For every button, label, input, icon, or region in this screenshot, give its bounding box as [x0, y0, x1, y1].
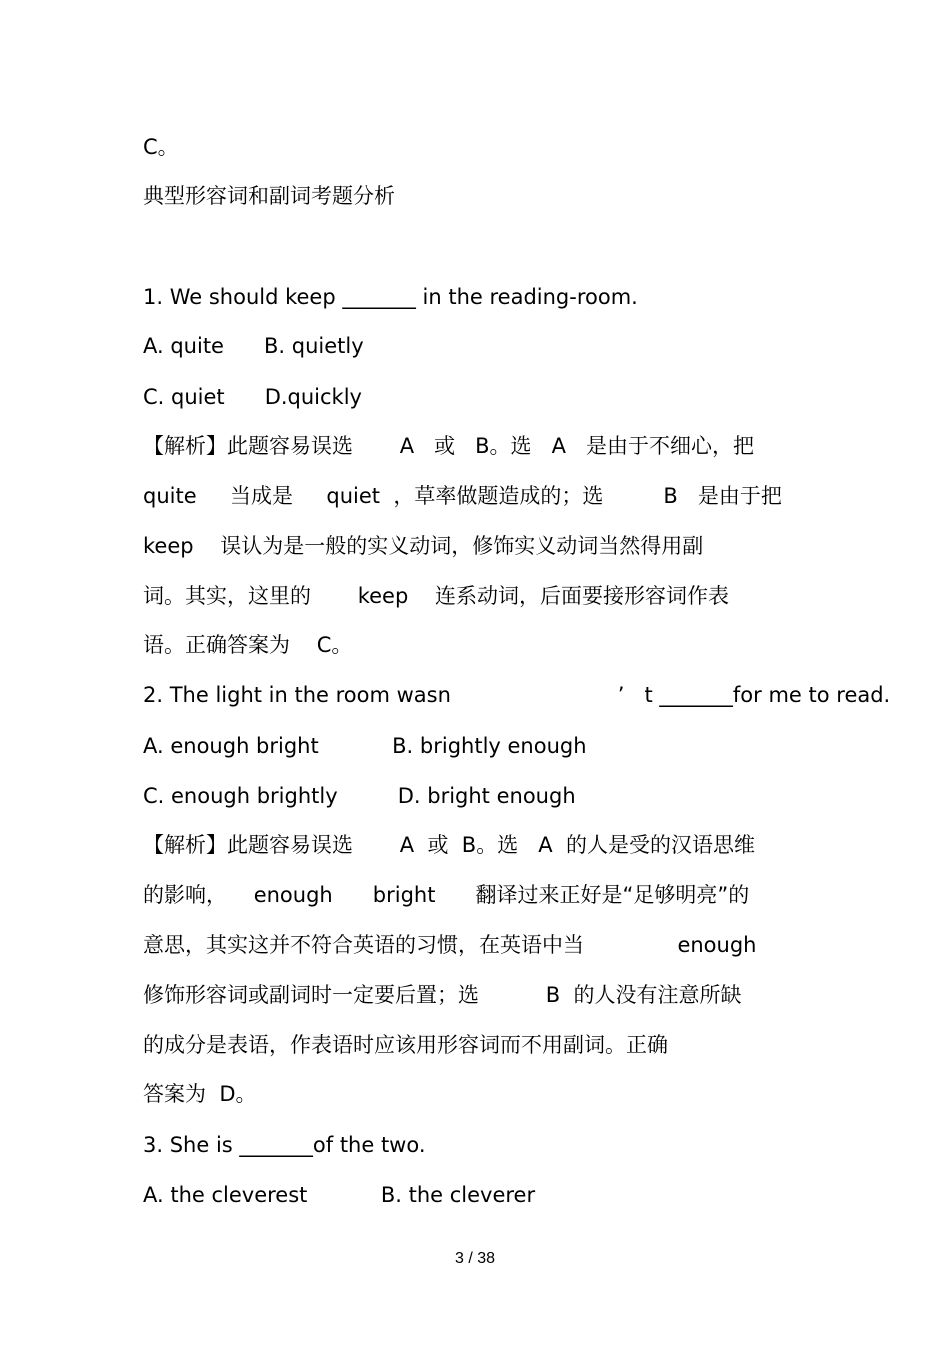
- q2-analysis-line-1: 【解析】此题容易误选 A 或 B。选 A 的人是受的汉语思维: [143, 833, 755, 857]
- q1-options-ab: A. quite B. quietly: [143, 334, 364, 358]
- q2-analysis-line-5: 的成分是表语，作表语时应该用形容词而不用副词。正确: [143, 1033, 668, 1057]
- question-3: 3. She is _______of the two.: [143, 1133, 426, 1157]
- q2-options-cd: C. enough brightly D. bright enough: [143, 784, 576, 808]
- q1-analysis-line-2: quite 当成是 quiet ，草率做题造成的；选 B 是由于把: [143, 484, 782, 508]
- page-number: 3 / 38: [454, 1250, 496, 1267]
- question-1: 1. We should keep _______ in the reading-room.: [143, 285, 638, 309]
- q3-options-ab: A. the cleverest B. the cleverer: [143, 1183, 536, 1207]
- question-2: 2. The light in the room wasn ’ t _______for me to read.: [143, 683, 891, 707]
- q1-analysis-line-5: 语。正确答案为 C。: [143, 633, 353, 657]
- q1-analysis-line-4: 词。其实，这里的 keep 连系动词，后面要接形容词作表: [143, 584, 730, 608]
- q1-analysis-line-3: keep 误认为是一般的实义动词，修饰实义动词当然得用副: [143, 534, 704, 558]
- q2-analysis-line-3: 意思，其实这并不符合英语的习惯，在英语中当 enough: [143, 933, 757, 957]
- q2-analysis-line-2: 的影响， enough bright 翻译过来正好是“足够明亮”的: [143, 883, 750, 907]
- text-line-1: C。: [143, 135, 179, 159]
- q2-analysis-line-4: 修饰形容词或副词时一定要后置；选 B 的人没有注意所缺: [143, 983, 742, 1007]
- q2-analysis-line-6: 答案为 D。: [143, 1082, 257, 1106]
- q1-analysis-line-1: 【解析】此题容易误选 A 或 B。选 A 是由于不细心，把: [143, 434, 754, 458]
- q2-options-ab: A. enough bright B. brightly enough: [143, 734, 587, 758]
- section-heading: 典型形容词和副词考题分析: [143, 184, 395, 208]
- q1-options-cd: C. quiet D.quickly: [143, 385, 362, 409]
